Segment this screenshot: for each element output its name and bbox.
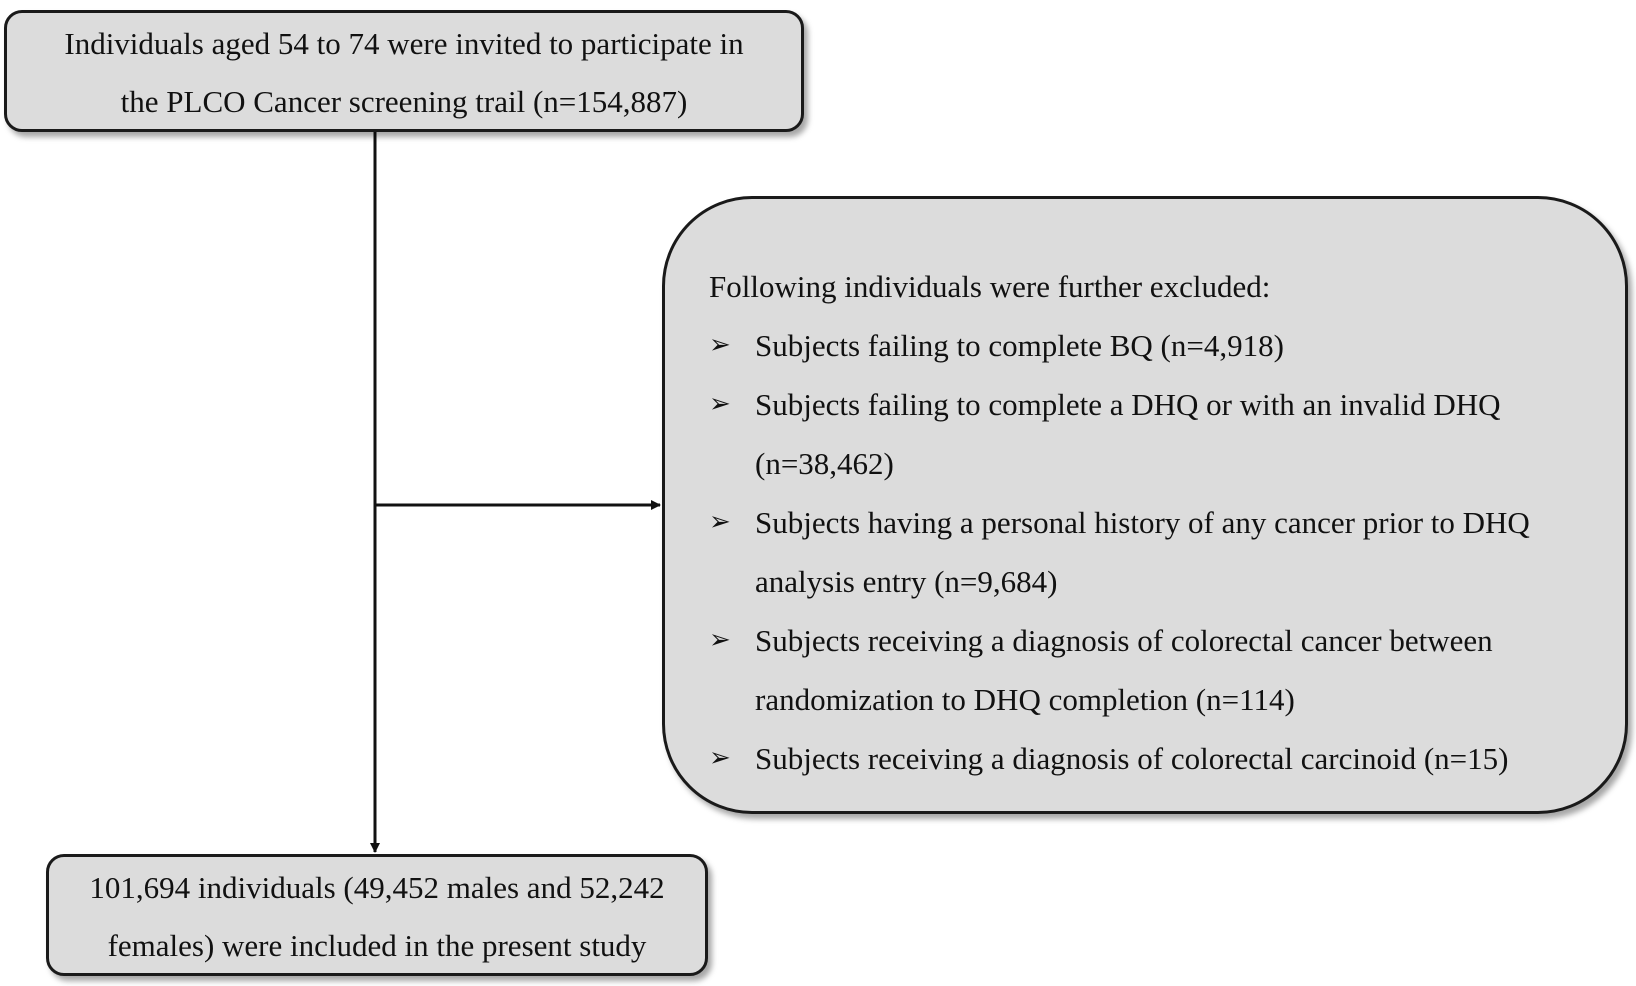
exclusion-item-line: Subjects receiving a diagnosis of colorectal carcinoid (n=15)	[755, 741, 1509, 776]
included-text-line2: females) were included in the present study	[107, 928, 647, 963]
exclusion-item	[709, 493, 1595, 611]
exclusion-item-line: (n=38,462)	[755, 446, 894, 481]
arrow-bullet-icon: ➢	[709, 330, 731, 360]
exclusion-item-line: randomization to DHQ completion (n=114)	[755, 682, 1295, 717]
exclusion-box	[662, 196, 1628, 814]
exclusion-list	[709, 316, 1595, 788]
exclusion-heading: Following individuals were further excluded:	[709, 269, 1271, 304]
exclusion-item	[709, 316, 1595, 375]
exclusion-item-line: Subjects failing to complete a DHQ or with an invalid DHQ	[755, 387, 1501, 422]
exclusion-item	[709, 611, 1595, 729]
exclusion-item-line: Subjects failing to complete BQ (n=4,918)	[755, 328, 1284, 363]
exclusion-item-line: analysis entry (n=9,684)	[755, 564, 1058, 599]
enrollment-text-line2: the PLCO Cancer screening trail (n=154,887)	[120, 84, 688, 119]
included-text-line1: 101,694 individuals (49,452 males and 52,242	[89, 870, 665, 905]
exclusion-item	[709, 729, 1595, 788]
arrow-bullet-icon: ➢	[709, 743, 731, 773]
arrow-bullet-icon: ➢	[709, 625, 731, 655]
enrollment-text-line1: Individuals aged 54 to 74 were invited to participate in	[64, 26, 744, 61]
enrollment-box	[4, 10, 804, 132]
exclusion-item-line: Subjects receiving a diagnosis of colorectal cancer between	[755, 623, 1493, 658]
exclusion-item-line: Subjects having a personal history of any cancer prior to DHQ	[755, 505, 1530, 540]
arrow-bullet-icon: ➢	[709, 507, 731, 537]
arrow-bullet-icon: ➢	[709, 389, 731, 419]
included-box	[46, 854, 708, 976]
exclusion-item	[709, 375, 1595, 493]
